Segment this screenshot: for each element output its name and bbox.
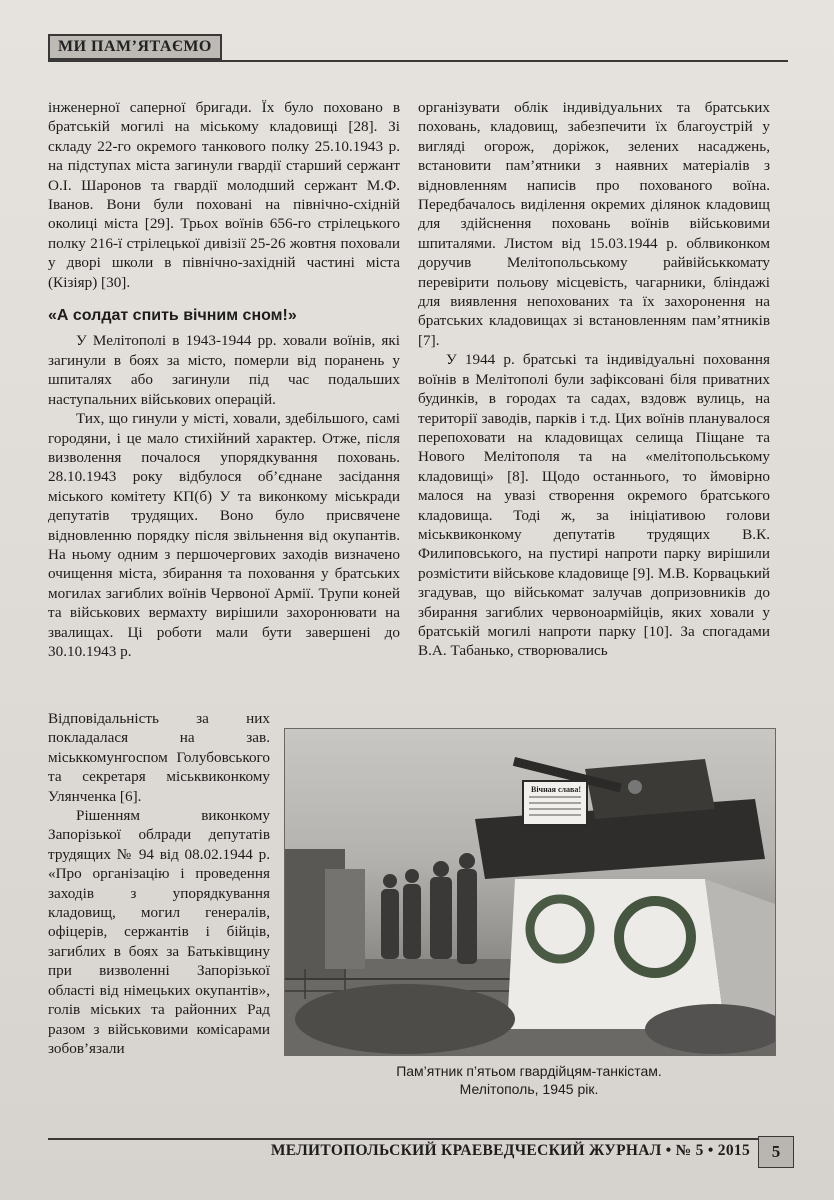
left-paragraph-3: Тих, що гинули у місті, ховали, здебільшого, самі городяни, і це мало стихійний характер. Отже, після визволення почалося упорядкування поховань. 28.10.1943 року відбулося об’єднане засідання міського комітету КП(б) У та виконкому міськради депутатів трудящих. Воно було присвячене відновленню порядку після звільнення від окупантів. На ньому одним з першочергових заходів визначено очищення міста, збирання та поховання у братських могилах загиблих воїнів Червоної Армії. Трупи коней та військових вермахту вирішили захоронювати на звалищах. Ці роботи мали бути завершені до 30.10.1943 р.	[48, 410, 400, 660]
left-column	[48, 98, 400, 661]
left-paragraph-2: У Мелітополі в 1943-1944 рр. ховали воїнів, які загинули в боях за місто, померли від поранень у шпиталях або загинули під час подальших наступальних військових операцій.	[48, 332, 400, 408]
right-column	[418, 98, 770, 661]
right-paragraph-1: організувати облік індивідуальних та братських поховань, кладовищ, забезпечити їх благоустрій у вигляді огорож, доріжок, зелених насаджень, встановити пам’ятники з наявних матеріалів з відновленням написів про похованого воїна. Передбачалось виділення окремих ділянок кладовищ для здійснення поховань воїнів військовими шпиталями. Листом від 15.03.1944 р. облвиконком доручив Мелітопольському райвійськкомату перевірити польову місцевість, чагарники, бліндажі для виявлення непохованих та їх захоронення на братських кладовищах зі встановленням пам’ятників [7].	[418, 99, 770, 349]
left-paragraph-1: інженерної саперної бригади. Їх було поховано в братській могилі на міському кладовищі [28]. Зі складу 22-го окремого танкового полку 25.10.1943 р. на підступах міста загинули гвардії старший сержант О.І. Шаронов та гвардії молодший сержант М.Ф. Іванов. Вони були поховані на північно-східній околиці міста [29]. Трьох воїнів 656-го стрілецького полку 216-ї стрілецької дивізії 25-26 жовтня поховали у дворі школи в північно-західній частині міста (Кізіяр) [30].	[48, 99, 400, 291]
left-column-narrow	[48, 709, 270, 1058]
memorial-photo-illustration	[285, 729, 775, 1055]
photo-caption	[284, 1062, 774, 1098]
photo-caption-line-2: Мелітополь, 1945 рік.	[459, 1081, 599, 1097]
memorial-photo	[284, 728, 776, 1056]
left-paragraph-4: Відповідальність за них покладалася на зав. міськкомунгоспом Голубовського та секретаря міськвиконкому Улянченка [6].	[48, 710, 270, 805]
page-number: 5	[758, 1136, 794, 1168]
right-paragraph-2: У 1944 р. братські та індивідуальні поховання воїнів в Мелітополі були зафіксовані біля приватних будинків, в городах та садах, вздовж вулиць, на території заводів, парків і т.д. Цих воїнів планувалося перепоховати на кладовищах селища Піщане та Нового Мелітополя та на «мелітопольському кладовищі» [8]. Щодо останнього, то ймовірно малося на увазі створення окремого братського кладовища. Тоді ж, за ініціативою голови міськвиконкому депутатів трудящих В.К. Филиповського, на пустирі напроти парку вирішили розмістити військове кладовище [9]. М.В. Корвацький згадував, що військомат залучав допризовників до збирання загиблих червоноармійців, яких ховали у братській могилі напроти парку [10]. За спогадами В.А. Табанько, створювались	[418, 351, 770, 660]
section-subheading: «А солдат спить вічним сном!»	[48, 307, 297, 325]
section-title: МИ ПАМ’ЯТАЄМО	[48, 34, 222, 60]
photo-caption-line-1: Пам’ятник п’ятьом гвардійцям-танкістам.	[396, 1063, 662, 1079]
left-paragraph-5: Рішенням виконкому Запорізької облради депутатів трудящих № 94 від 08.02.1944 р. «Про організацію і проведення заходів з упорядкування кладовищ, могил генералів, офіцерів, сержантів і бійців, загиблих в боях за Батьківщину при визволенні Запорізької області від німецьких окупантів», голів міських та районних Рад разом з військовими комісарами зобов’язали	[48, 807, 270, 1057]
header-divider	[48, 60, 788, 62]
sign-text: Вічная слава!	[531, 785, 582, 794]
footer-divider	[48, 1138, 768, 1140]
journal-footer: МЕЛИТОПОЛЬСКИЙ КРАЕВЕДЧЕСКИЙ ЖУРНАЛ • № 5 • 2015	[270, 1142, 750, 1159]
